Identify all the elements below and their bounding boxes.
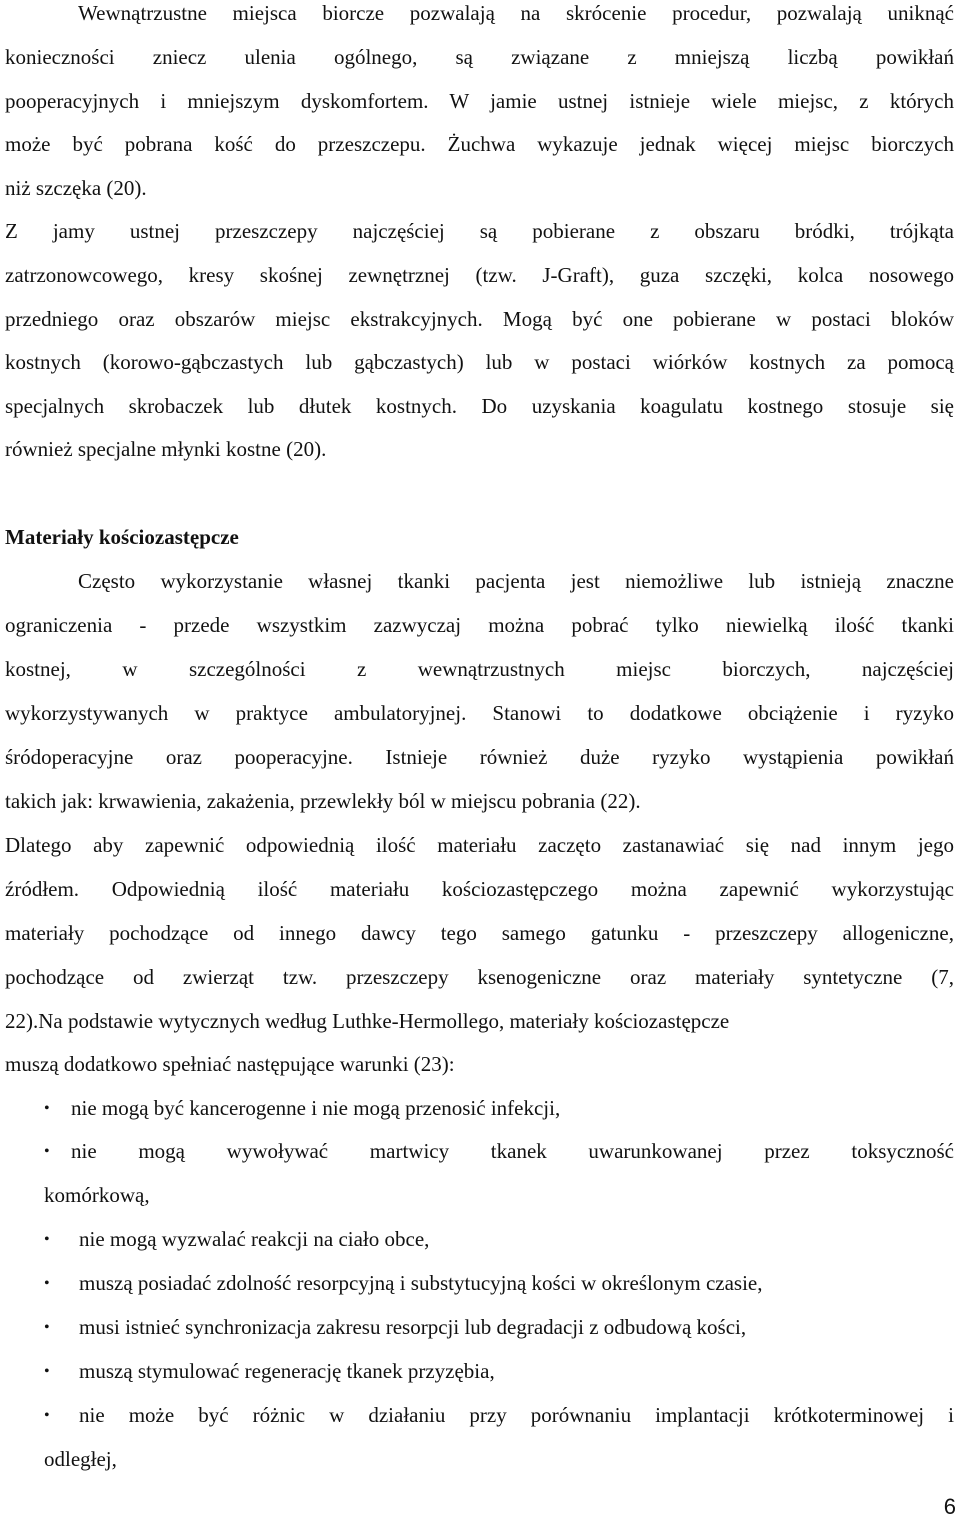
- paragraph-line: specjalnych skrobaczek lub dłutek kostnych. Do uzyskania koagulatu kostnego stosuje się: [5, 394, 954, 418]
- page-number: 6: [943, 1494, 956, 1519]
- paragraph-line: przedniego oraz obszarów miejsc ekstrakcyjnych. Mogą być one pobierane w postaci bloków: [5, 307, 954, 331]
- paragraph-line: może być pobrana kość do przeszczepu. Żuchwa wykazuje jednak więcej miejsc biorczych: [5, 132, 954, 156]
- paragraph-line: 22).Na podstawie wytycznych według Luthke-Hermollego, materiały kościozastępcze: [5, 1009, 730, 1033]
- list-item-text: nie mogą wywoływać martwicy tkanek uwarunkowanej przez toksyczność: [71, 1139, 954, 1163]
- paragraph-line: materiały pochodzące od innego dawcy tego samego gatunku - przeszczepy allogeniczne,: [5, 921, 954, 945]
- paragraph-line: źródłem. Odpowiednią ilość materiału kościozastępczego można zapewnić wykorzystując: [5, 877, 954, 901]
- list-item-text: musi istnieć synchronizacja zakresu resorpcji lub degradacji z odbudową kości,: [79, 1315, 747, 1339]
- paragraph-line: pooperacyjnych i mniejszym dyskomfortem. W jamie ustnej istnieje wiele miejsc, z których: [5, 89, 954, 113]
- paragraph-line: Często wykorzystanie własnej tkanki pacjenta jest niemożliwe lub istnieją znaczne: [78, 569, 954, 593]
- paragraph-line: muszą dodatkowo spełniać następujące warunki (23):: [5, 1052, 455, 1076]
- paragraph-line: niż szczęka (20).: [5, 176, 147, 200]
- bullet-marker: •: [44, 1319, 50, 1336]
- paragraph-line: Dlatego aby zapewnić odpowiednią ilość materiału zaczęto zastanawiać się nad innym jego: [5, 833, 954, 857]
- paragraph-line: konieczności zniecz ulenia ogólnego, są związane z mniejszą liczbą powikłań: [5, 45, 954, 69]
- paragraph-line: zatrzonowcowego, kresy skośnej zewnętrznej (tzw. J-Graft), guza szczęki, kolca nosowego: [5, 263, 954, 287]
- paragraph-line: wykorzystywanych w praktyce ambulatoryjnej. Stanowi to dodatkowe obciążenie i ryzyko: [5, 701, 954, 725]
- section-heading: Materiały kościozastępcze: [5, 525, 239, 549]
- paragraph-line: ograniczenia - przede wszystkim zazwyczaj można pobrać tylko niewielką ilość tkanki: [5, 613, 954, 637]
- paragraph-line: również specjalne młynki kostne (20).: [5, 437, 327, 461]
- list-item-text: muszą stymulować regenerację tkanek przyzębia,: [79, 1359, 495, 1383]
- paragraph-line: kostnej, w szczególności z wewnątrzustnych miejsc biorczych, najczęściej: [5, 657, 954, 681]
- paragraph-line: Z jamy ustnej przeszczepy najczęściej są pobierane z obszaru bródki, trójkąta: [5, 219, 954, 243]
- list-item-text: nie może być różnic w działaniu przy porównaniu implantacji krótkoterminowej i: [79, 1403, 954, 1427]
- paragraph-line: Wewnątrzustne miejsca biorcze pozwalają na skrócenie procedur, pozwalają uniknąć: [78, 1, 954, 25]
- bullet-marker: •: [44, 1143, 50, 1160]
- paragraph-line: śródoperacyjne oraz pooperacyjne. Istnieje również duże ryzyko wystąpienia powikłań: [5, 745, 954, 769]
- list-item-text: nie mogą wyzwalać reakcji na ciało obce,: [79, 1227, 430, 1251]
- list-item-text: komórkową,: [44, 1183, 150, 1207]
- bullet-marker: •: [44, 1100, 50, 1117]
- paragraph-line: pochodzące od zwierząt tzw. przeszczepy ksenogeniczne oraz materiały syntetyczne (7,: [5, 965, 954, 989]
- list-item-text: odległej,: [44, 1447, 117, 1471]
- list-item-text: nie mogą być kancerogenne i nie mogą przenosić infekcji,: [71, 1096, 561, 1120]
- list-item-text: muszą posiadać zdolność resorpcyjną i substytucyjną kości w określonym czasie,: [79, 1271, 763, 1295]
- bullet-marker: •: [44, 1407, 50, 1424]
- bullet-marker: •: [44, 1231, 50, 1248]
- paragraph-line: takich jak: krwawienia, zakażenia, przewlekły ból w miejscu pobrania (22).: [5, 789, 641, 813]
- paragraph-line: kostnych (korowo-gąbczastych lub gąbczastych) lub w postaci wiórków kostnych za pomocą: [5, 350, 954, 374]
- bullet-marker: •: [44, 1363, 50, 1380]
- bullet-marker: •: [44, 1275, 50, 1292]
